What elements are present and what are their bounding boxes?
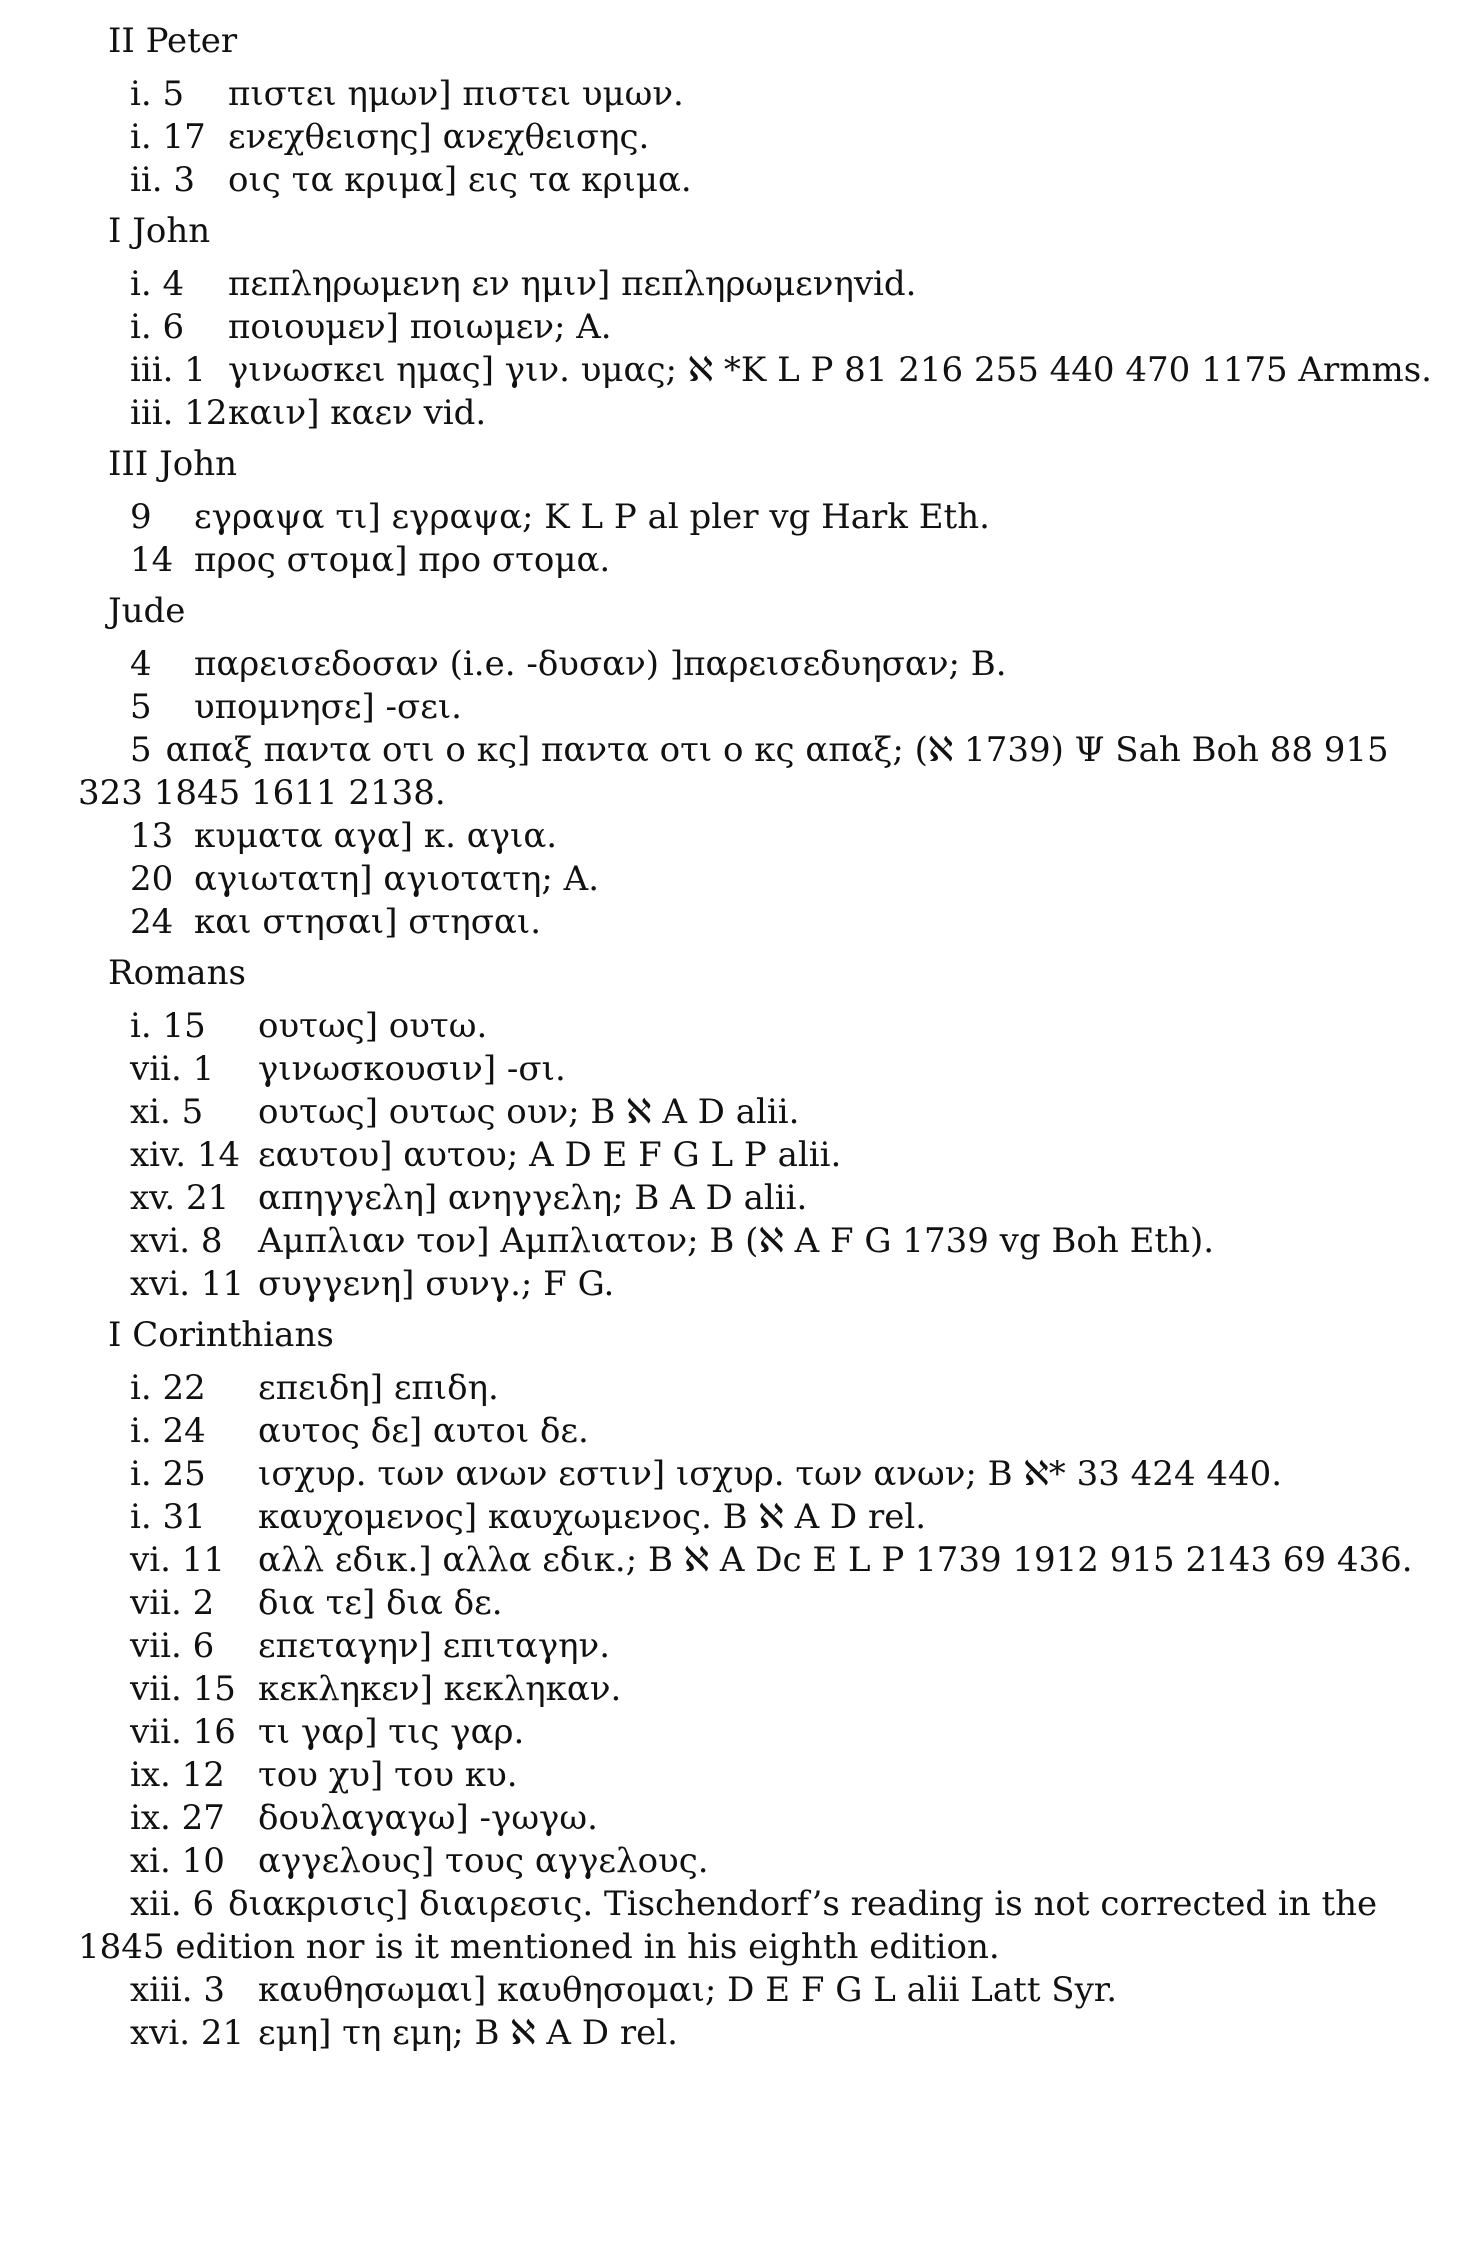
entry-ref: vii. 2 — [130, 1583, 215, 1623]
entry-text: συγγενη] συνγ.; F G. — [258, 1264, 615, 1304]
entry-text: υπομνησε] -σει. — [194, 687, 462, 727]
entry-ref: vii. 15 — [130, 1669, 236, 1709]
entry — [130, 73, 1436, 116]
entry-text: καυθησωμαι] καυθησομαι; D E F G L alii Latt Syr. — [258, 1970, 1118, 2010]
entry-ref: 24 — [130, 902, 174, 942]
entry-text: Αμπλιαν τον] Αμπλιατον; B (ℵ A F G 1739 vg Boh Eth). — [258, 1221, 1215, 1261]
entry-text: οις τα κριμα] εις τα κριμα. — [228, 160, 692, 200]
entry — [130, 539, 1436, 582]
entry-text: εγραψα τι] εγραψα; K L P al pler vg Hark Eth. — [194, 497, 990, 537]
entry — [130, 263, 1436, 306]
entry — [130, 159, 1436, 202]
entry-text: εαυτου] αυτου; A D E F G L P alii. — [258, 1135, 842, 1175]
entry-ref: ix. 27 — [130, 1798, 225, 1838]
entry-ref: iii. 12 — [130, 393, 228, 433]
entry-ref: 14 — [130, 540, 174, 580]
entry-text: τι γαρ] τις γαρ. — [258, 1712, 525, 1752]
entry-text: προς στομα] προ στομα. — [194, 540, 611, 580]
entry-ref: ix. 12 — [130, 1755, 225, 1795]
entry-ref: vii. 16 — [130, 1712, 236, 1752]
entry-ref: i. 17 — [130, 117, 206, 157]
entry-text: απαξ παντα οτι ο κς] παντα οτι ο κς απαξ; (ℵ 1739) Ψ Sah Boh 88 915 323 1845 1611 2138. — [78, 730, 1389, 813]
entry-text: δια τε] δια δε. — [258, 1583, 503, 1623]
entry-text: καιν] καεν vid. — [228, 393, 487, 433]
section-heading-iii-john: III John — [108, 444, 237, 484]
entry — [130, 1582, 1436, 1625]
entry — [130, 1367, 1436, 1410]
entry-ref: xiii. 3 — [130, 1970, 226, 2010]
entry-ref: xii. 6 — [130, 1884, 215, 1924]
entry-text: εμη] τη εμη; B ℵ A D rel. — [258, 2013, 678, 2053]
entry-text: κεκληκεν] κεκληκαν. — [258, 1669, 622, 1709]
entry-ref: vi. 11 — [130, 1540, 225, 1580]
entry-text: και στησαι] στησαι. — [194, 902, 542, 942]
entry-text: αγιωτατη] αγιοτατη; A. — [194, 859, 600, 899]
entry — [130, 1668, 1436, 1711]
entry-text: καυχομενος] καυχωμενος. B ℵ A D rel. — [258, 1497, 927, 1537]
entry-text: πιστει ημων] πιστει υμων. — [228, 74, 684, 114]
entry-ref: xi. 10 — [130, 1841, 225, 1881]
entry — [130, 1220, 1436, 1263]
entry-text: παρεισεδοσαν (i.e. -δυσαν) ]παρεισεδυησαν; B. — [194, 644, 1007, 684]
entry-text: ενεχθεισης] ανεχθεισης. — [228, 117, 650, 157]
entry — [130, 1005, 1436, 1048]
entry — [130, 1091, 1436, 1134]
entry-ref: xv. 21 — [130, 1178, 230, 1218]
entry-ref: i. 22 — [130, 1368, 206, 1408]
entry — [130, 1048, 1436, 1091]
entry — [78, 729, 1436, 815]
entry — [130, 686, 1436, 729]
entry-text: δουλαγαγω] -γωγω. — [258, 1798, 598, 1838]
entry-text: ισχυρ. των ανων εστιν] ισχυρ. των ανων; B ℵ* 33 424 440. — [258, 1454, 1283, 1494]
entry — [130, 1177, 1436, 1220]
entry — [78, 1883, 1436, 1969]
entry — [130, 858, 1436, 901]
section-heading-i-john: I John — [108, 211, 211, 251]
entry-ref: vii. 6 — [130, 1626, 215, 1666]
entry-text: αυτος δε] αυτοι δε. — [258, 1411, 589, 1451]
entry-ref: xvi. 11 — [130, 1264, 245, 1304]
entry — [130, 349, 1436, 392]
entry-ref: vii. 1 — [130, 1049, 215, 1089]
entry — [130, 306, 1436, 349]
entry-text: πεπληρωμενη εν ημιν] πεπληρωμενηvid. — [228, 264, 917, 304]
entry-ref: i. 31 — [130, 1497, 206, 1537]
entry-ref: xvi. 8 — [130, 1221, 223, 1261]
entry — [130, 392, 1436, 435]
entry-ref: 20 — [130, 859, 174, 899]
entry-text: κυματα αγα] κ. αγια. — [194, 816, 558, 856]
entry — [130, 116, 1436, 159]
entry-text: ουτως] ουτως ουν; B ℵ A D alii. — [258, 1092, 800, 1132]
entry-text: απηγγελη] ανηγγελη; B A D alii. — [258, 1178, 808, 1218]
entry-ref: xi. 5 — [130, 1092, 204, 1132]
entry-text: γινωσκουσιν] -σι. — [258, 1049, 566, 1089]
entry-ref: i. 5 — [130, 74, 185, 114]
entry — [130, 1539, 1436, 1582]
entry — [130, 643, 1436, 686]
entry — [130, 1969, 1436, 2012]
entry-ref: i. 25 — [130, 1454, 206, 1494]
entry-text: επειδη] επιδη. — [258, 1368, 499, 1408]
entry-ref: xvi. 21 — [130, 2013, 245, 2053]
entry-ref: 5 — [130, 687, 152, 727]
entry-ref: ii. 3 — [130, 160, 195, 200]
entry-ref: 9 — [130, 497, 152, 537]
entry-text: ποιουμεν] ποιωμεν; A. — [228, 307, 612, 347]
entry-ref: 13 — [130, 816, 174, 856]
entry-ref: i. 6 — [130, 307, 185, 347]
entry-text: του χυ] του κυ. — [258, 1755, 518, 1795]
entry — [130, 1410, 1436, 1453]
entry — [130, 901, 1436, 944]
entry — [130, 1134, 1436, 1177]
entry-text: γινωσκει ημας] γιν. υμας; ℵ *K L P 81 216 255 440 470 1175 Armms. — [228, 350, 1432, 390]
entry-ref: iii. 1 — [130, 350, 206, 390]
entry — [130, 2012, 1436, 2055]
entry — [130, 1840, 1436, 1883]
entry — [130, 1453, 1436, 1496]
entry-ref: i. 24 — [130, 1411, 206, 1451]
section-heading-jude: Jude — [108, 591, 186, 631]
section-heading-i-corinthians: I Corinthians — [108, 1315, 334, 1355]
entry-ref: 4 — [130, 644, 152, 684]
entry-ref: 5 — [130, 730, 152, 770]
entry-ref: i. 4 — [130, 264, 185, 304]
entry — [130, 1797, 1436, 1840]
entry-text: ουτως] ουτω. — [258, 1006, 488, 1046]
section-heading-romans: Romans — [108, 953, 246, 993]
entry — [130, 1711, 1436, 1754]
section-heading-ii-peter: II Peter — [108, 21, 238, 61]
entry-ref: xiv. 14 — [130, 1135, 241, 1175]
entry — [130, 1754, 1436, 1797]
entry-text: αγγελους] τους αγγελους. — [258, 1841, 709, 1881]
entry-text: διακρισις] διαιρεσις. Tischendorf’s reading is not corrected in the 1845 edition nor is it mentioned in his eighth edition. — [78, 1884, 1378, 1967]
entry — [130, 815, 1436, 858]
entry-ref: i. 15 — [130, 1006, 206, 1046]
entry-text: επεταγην] επιταγην. — [258, 1626, 611, 1666]
entry-text: αλλ εδικ.] αλλα εδικ.; B ℵ A Dc E L P 1739 1912 915 2143 69 436. — [258, 1540, 1413, 1580]
entry — [130, 496, 1436, 539]
entry — [130, 1496, 1436, 1539]
entry — [130, 1263, 1436, 1306]
entry — [130, 1625, 1436, 1668]
